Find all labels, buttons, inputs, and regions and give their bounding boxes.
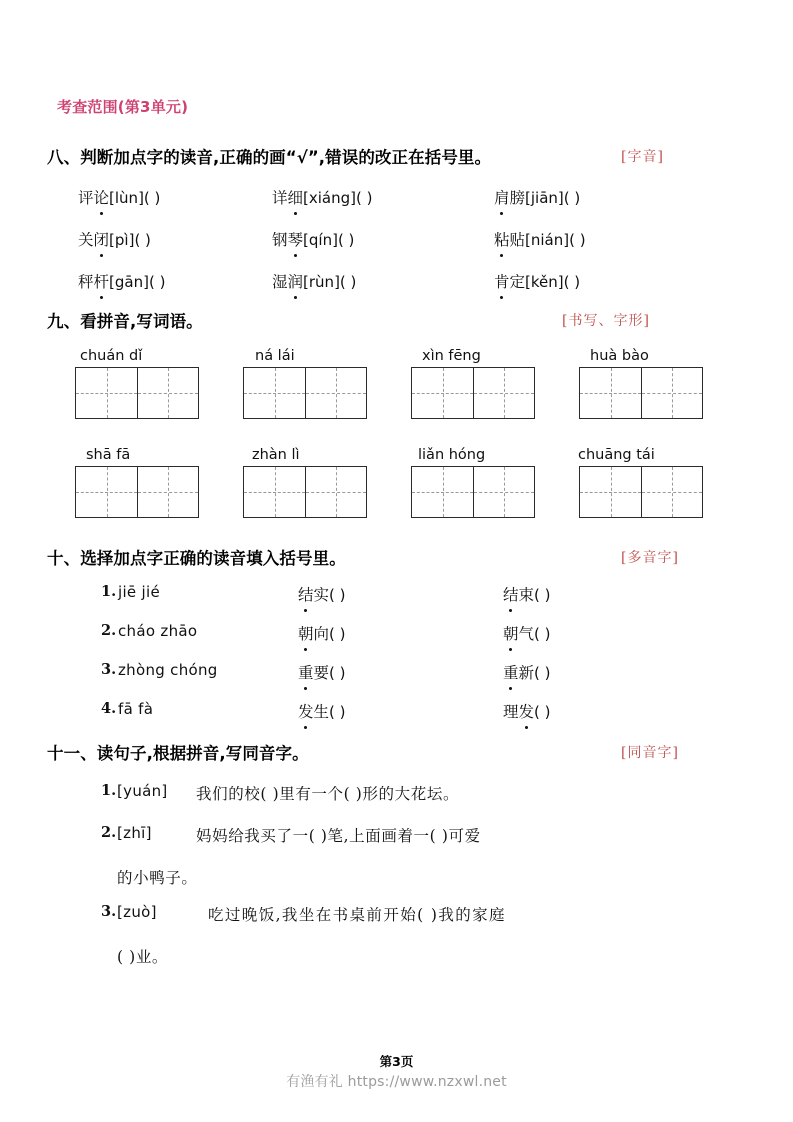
q11-row-number: 3. <box>101 903 117 920</box>
q11-sentence-line[interactable]: 妈妈给我买了一( )笔,上面画着一( )可爱 <box>196 827 481 845</box>
q9-pinyin-label: ná lái <box>255 348 295 364</box>
q10-answer-blank[interactable]: ( ) <box>534 586 551 604</box>
q9-pinyin-label: chuán dǐ <box>80 348 143 364</box>
q10-word-b: 发 <box>519 700 535 722</box>
q8-word-a: 关 <box>78 231 94 249</box>
grid-cell[interactable] <box>641 368 702 418</box>
q10-answer-blank[interactable]: ( ) <box>534 664 551 682</box>
q10-word-a: 结 <box>503 583 519 605</box>
q11-pinyin: [zhī] <box>117 824 152 842</box>
q11-sentence-line[interactable]: ( )业。 <box>117 948 169 966</box>
q8-word-a: 湿 <box>272 273 288 291</box>
q8-word-a: 详 <box>272 189 288 207</box>
grid-cell[interactable] <box>641 467 702 517</box>
q8-word-b: 润 <box>288 270 304 292</box>
q8-item <box>78 270 165 292</box>
q8-pinyin: [rùn] <box>303 273 340 291</box>
section-heading-8: 八、判断加点字的读音,正确的画“√”,错误的改正在括号里。 <box>47 148 492 167</box>
q8-item <box>78 186 160 208</box>
q8-answer-blank[interactable]: ( ) <box>563 189 581 207</box>
q10-word-b: 新 <box>518 664 535 682</box>
q10-row-number: 3. <box>101 661 117 678</box>
q9-writing-grid[interactable] <box>579 367 703 419</box>
grid-cell[interactable] <box>137 467 198 517</box>
q10-row-number: 1. <box>101 583 117 600</box>
grid-cell[interactable] <box>580 467 641 517</box>
q9-pinyin-label: shā fā <box>86 447 131 463</box>
grid-cell[interactable] <box>580 368 641 418</box>
q8-item <box>272 228 354 250</box>
q10-left-item <box>298 622 346 644</box>
grid-cell[interactable] <box>137 368 198 418</box>
q10-choices: fā fà <box>118 700 154 718</box>
q8-item <box>494 186 580 208</box>
q11-pinyin: [zuò] <box>117 903 157 921</box>
q10-word-b: 要 <box>313 664 330 682</box>
q8-pinyin: [lùn] <box>109 189 144 207</box>
grid-cell[interactable] <box>305 368 366 418</box>
q9-writing-grid[interactable] <box>75 466 199 518</box>
grid-cell[interactable] <box>473 368 534 418</box>
q8-item <box>272 270 356 292</box>
q10-right-item <box>503 622 551 644</box>
q10-answer-blank[interactable]: ( ) <box>534 625 551 643</box>
q8-word-b: 贴 <box>509 231 526 249</box>
q9-writing-grid[interactable] <box>243 466 367 518</box>
grid-cell[interactable] <box>76 467 137 517</box>
page-number: 第3页 <box>379 1054 414 1069</box>
q8-answer-blank[interactable]: ( ) <box>563 273 581 291</box>
q11-row-number: 2. <box>101 824 117 841</box>
q9-writing-grid[interactable] <box>75 367 199 419</box>
q8-answer-blank[interactable]: ( ) <box>356 189 373 207</box>
q8-item <box>494 270 580 292</box>
q8-answer-blank[interactable]: ( ) <box>134 231 151 249</box>
q10-word-a: 朝 <box>298 622 314 644</box>
q8-item <box>78 228 151 250</box>
q8-word-a: 粘 <box>494 228 510 250</box>
q10-row-number: 4. <box>101 700 117 717</box>
q8-word-b: 琴 <box>288 228 304 250</box>
q10-choices: cháo zhāo <box>118 622 198 640</box>
q9-pinyin-label: liǎn hóng <box>418 447 486 463</box>
section-tag-9: [书写、字形] <box>562 313 650 329</box>
q10-answer-blank[interactable]: ( ) <box>329 586 346 604</box>
q8-pinyin: [pì] <box>109 231 135 249</box>
q10-word-a: 发 <box>298 700 314 722</box>
q11-sentence-line[interactable]: 我们的校( )里有一个( )形的大花坛。 <box>196 785 460 803</box>
q10-word-b: 实 <box>313 586 330 604</box>
q10-word-b: 生 <box>313 703 330 721</box>
q10-word-a: 重 <box>298 661 314 683</box>
q8-answer-blank[interactable]: ( ) <box>148 273 166 291</box>
q10-word-b: 气 <box>518 625 535 643</box>
q8-word-a: 钢 <box>272 231 288 249</box>
section-heading-9: 九、看拼音,写词语。 <box>47 312 203 331</box>
q11-row-number: 1. <box>101 782 117 799</box>
q10-answer-blank[interactable]: ( ) <box>329 703 346 721</box>
q10-word-a: 朝 <box>503 622 519 644</box>
q8-word-b: 论 <box>94 186 110 208</box>
grid-cell[interactable] <box>412 368 473 418</box>
grid-cell[interactable] <box>244 368 305 418</box>
q8-answer-blank[interactable]: ( ) <box>337 231 355 249</box>
q8-word-a: 肯 <box>494 270 510 292</box>
q9-writing-grid[interactable] <box>411 367 535 419</box>
q10-word-b: 束 <box>518 586 535 604</box>
q8-answer-blank[interactable]: ( ) <box>143 189 161 207</box>
q8-pinyin: [kěn] <box>525 273 564 291</box>
q10-right-item <box>503 661 551 683</box>
q9-writing-grid[interactable] <box>411 466 535 518</box>
q8-word-b: 膀 <box>509 189 526 207</box>
q10-choices: zhòng chóng <box>118 661 218 679</box>
q11-sentence-line: 的小鸭子。 <box>117 869 198 887</box>
scope-title: 考查范围(第3单元) <box>57 98 189 116</box>
q10-left-item <box>298 583 346 605</box>
q10-choices: jiē jié <box>118 583 160 601</box>
grid-cell[interactable] <box>76 368 137 418</box>
q8-word-a: 秤 <box>78 273 94 291</box>
section-tag-10: [多音字] <box>621 550 679 566</box>
q10-answer-blank[interactable]: ( ) <box>534 703 551 721</box>
q8-word-b: 细 <box>288 186 304 208</box>
q8-word-b: 闭 <box>94 228 110 250</box>
q9-pinyin-label: huà bào <box>590 348 649 364</box>
q9-pinyin-label: zhàn lì <box>252 447 300 463</box>
q8-item <box>272 186 372 208</box>
section-heading-10: 十、选择加点字正确的读音填入括号里。 <box>47 549 346 568</box>
q10-row-number: 2. <box>101 622 117 639</box>
q9-writing-grid[interactable] <box>579 466 703 518</box>
q10-answer-blank[interactable]: ( ) <box>329 625 346 643</box>
q8-word-a: 评 <box>78 189 94 207</box>
q8-answer-blank[interactable]: ( ) <box>339 273 357 291</box>
section-heading-11: 十一、读句子,根据拼音,写同音字。 <box>47 744 309 763</box>
q10-word-b: 向 <box>313 625 330 643</box>
q8-pinyin: [qín] <box>303 231 338 249</box>
q10-right-item <box>503 583 551 605</box>
grid-cell[interactable] <box>412 467 473 517</box>
section-tag-8: [字音] <box>621 149 664 165</box>
watermark: 有渔有礼 https://www.nzxwl.net <box>286 1074 507 1090</box>
q8-item <box>494 228 586 250</box>
q8-pinyin: [xiáng] <box>303 189 356 207</box>
grid-cell[interactable] <box>473 467 534 517</box>
q10-answer-blank[interactable]: ( ) <box>329 664 346 682</box>
q8-pinyin: [nián] <box>525 231 570 249</box>
q10-word-a: 理 <box>503 703 519 721</box>
q11-pinyin: [yuán] <box>117 782 168 800</box>
q8-pinyin: [gān] <box>109 273 149 291</box>
q8-pinyin: [jiān] <box>525 189 564 207</box>
q10-right-item <box>503 700 551 722</box>
q8-answer-blank[interactable]: ( ) <box>569 231 586 249</box>
q10-word-a: 重 <box>503 661 519 683</box>
q9-writing-grid[interactable] <box>243 367 367 419</box>
section-tag-11: [同音字] <box>621 745 679 761</box>
q11-sentence-line[interactable]: 吃过晚饭,我坐在书桌前开始( )我的家庭 <box>208 906 506 924</box>
q8-word-b: 杆 <box>94 270 110 292</box>
q8-word-b: 定 <box>509 273 526 291</box>
q10-word-a: 结 <box>298 583 314 605</box>
q8-word-a: 肩 <box>494 186 510 208</box>
grid-cell[interactable] <box>305 467 366 517</box>
q10-left-item <box>298 700 346 722</box>
grid-cell[interactable] <box>244 467 305 517</box>
q9-pinyin-label: xìn fēng <box>422 348 481 364</box>
q9-pinyin-label: chuāng tái <box>578 447 655 463</box>
q10-left-item <box>298 661 346 683</box>
